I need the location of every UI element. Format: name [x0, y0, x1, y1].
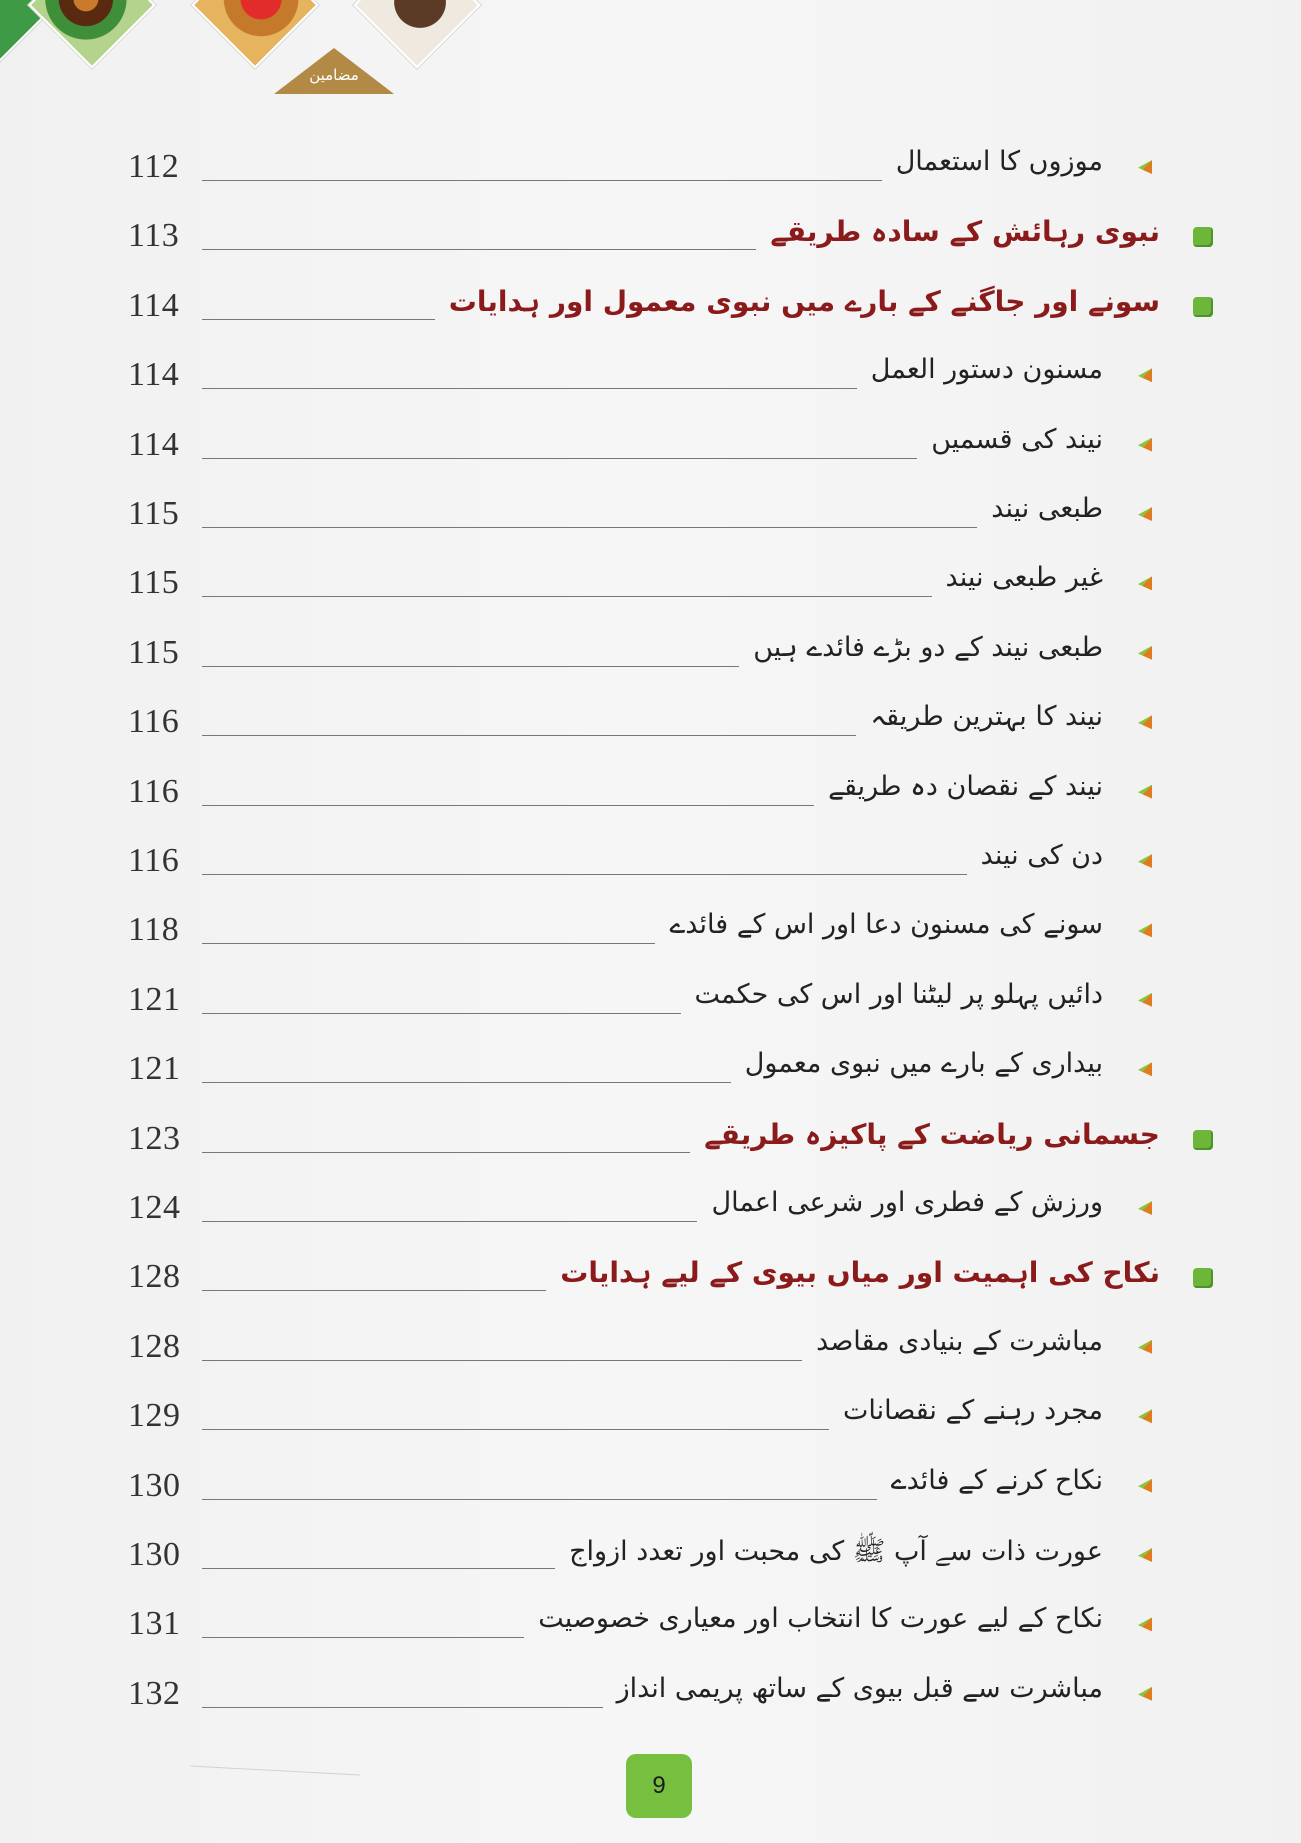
leader-line — [202, 527, 977, 528]
toc-row — [0, 1322, 1301, 1382]
toc-row — [0, 975, 1301, 1035]
toc-row — [0, 558, 1301, 618]
toc-entry-title: نکاح کرنے کے فائدے — [890, 1464, 1103, 1496]
toc-row — [0, 350, 1301, 410]
toc-page-number: 123 — [128, 1119, 181, 1157]
leader-line — [202, 319, 435, 320]
leader-line — [202, 943, 655, 944]
toc-section-heading: سونے اور جاگنے کے بارے میں نبوی معمول اور ہدایات — [448, 284, 1160, 318]
toc-page-number: 115 — [128, 564, 180, 602]
toc-page-number: 112 — [128, 148, 180, 185]
toc-entry-title: مجرد رہنے کے نقصانات — [842, 1395, 1103, 1427]
toc-entry-title: مباشرت کے بنیادی مقاصد — [816, 1325, 1103, 1357]
toc-section-heading: نکاح کی اہمیت اور میاں بیوی کے لیے ہدایات — [560, 1256, 1160, 1290]
toc-page-number: 115 — [128, 633, 180, 671]
toc-page-number: 128 — [128, 1258, 181, 1296]
toc-entry-title: سونے کی مسنون دعا اور اس کے فائدے — [669, 909, 1103, 941]
toc-row — [0, 281, 1301, 341]
toc-entry-title: مسنون دستور العمل — [870, 354, 1103, 386]
arrow-bullet-icon — [1138, 993, 1152, 1007]
toc-row — [0, 1183, 1301, 1243]
toc-page-number: 131 — [128, 1605, 181, 1643]
leader-line — [202, 1082, 731, 1083]
section-tag-label: مضامین — [309, 66, 359, 84]
toc-page-number: 114 — [128, 425, 180, 463]
toc-page-number: 116 — [128, 703, 180, 741]
toc-row — [0, 628, 1301, 688]
leader-line — [202, 1152, 690, 1153]
toc-entry-title: نیند کی قسمیں — [931, 423, 1103, 455]
toc-page-number: 121 — [128, 980, 181, 1018]
toc-page-number: 116 — [128, 772, 180, 810]
arrow-bullet-icon — [1138, 368, 1152, 382]
square-bullet-icon — [1193, 297, 1213, 317]
toc-page-number: 130 — [128, 1466, 181, 1504]
toc-page-number: 114 — [128, 356, 180, 394]
toc-row — [0, 1461, 1301, 1521]
leader-line — [202, 1221, 697, 1222]
leader-line — [202, 1499, 877, 1500]
toc-entry-title: غیر طبعی نیند — [945, 562, 1103, 594]
toc-entry-title: طبعی نیند کے دو بڑے فائدے ہیں — [753, 631, 1103, 663]
toc-section-heading: نبوی رہائش کے سادہ طریقے — [770, 215, 1160, 249]
square-bullet-icon — [1193, 227, 1213, 247]
toc-row — [0, 1391, 1301, 1451]
arrow-bullet-icon — [1138, 854, 1152, 868]
toc-page-number: 115 — [128, 495, 180, 532]
arrow-bullet-icon — [1138, 160, 1152, 174]
arrow-bullet-icon — [1138, 576, 1152, 590]
toc-page-number: 128 — [128, 1327, 181, 1365]
square-bullet-icon — [1193, 1268, 1213, 1288]
leader-line — [202, 1568, 555, 1569]
arrow-bullet-icon — [1138, 1548, 1152, 1562]
toc-page-number: 113 — [128, 217, 180, 255]
toc-row — [0, 142, 1301, 202]
toc-row — [0, 697, 1301, 757]
toc-section-heading: جسمانی ریاضت کے پاکیزہ طریقے — [704, 1117, 1160, 1151]
arrow-bullet-icon — [1138, 1201, 1152, 1215]
toc-entry-title: ورزش کے فطری اور شرعی اعمال — [711, 1187, 1103, 1218]
square-bullet-icon — [1193, 1130, 1213, 1150]
toc-entry-title: نکاح کے لیے عورت کا انتخاب اور معیاری خصوصیت — [538, 1603, 1103, 1635]
arrow-bullet-icon — [1138, 1340, 1152, 1354]
toc-entry-title: بیداری کے بارے میں نبوی معمول — [744, 1048, 1103, 1080]
toc-page-number: 121 — [128, 1050, 181, 1088]
toc-page-number: 116 — [128, 842, 180, 879]
arrow-bullet-icon — [1138, 507, 1152, 521]
leader-line — [202, 1707, 603, 1708]
page-number-badge: 9 — [626, 1754, 692, 1818]
arrow-bullet-icon — [1138, 1617, 1152, 1631]
toc-entry-title: عورت ذات سے آپ ﷺ کی محبت اور تعدد ازواج — [569, 1536, 1103, 1567]
arrow-bullet-icon — [1138, 923, 1152, 937]
toc-row — [0, 767, 1301, 827]
toc-entry-title: موزوں کا استعمال — [895, 146, 1103, 177]
toc-row — [0, 1252, 1301, 1312]
toc-row — [0, 420, 1301, 480]
toc-page-number: 118 — [128, 911, 180, 949]
arrow-bullet-icon — [1138, 1409, 1152, 1423]
arrow-bullet-icon — [1138, 646, 1152, 660]
toc-entry-title: نیند کے نقصان دہ طریقے — [828, 770, 1103, 802]
toc-entry-title: دن کی نیند — [980, 840, 1103, 871]
arrow-bullet-icon — [1138, 438, 1152, 452]
toc-row — [0, 1599, 1301, 1659]
leader-line — [202, 1360, 802, 1361]
toc-row — [0, 1669, 1301, 1729]
toc-entry-title: دائیں پہلو پر لیٹنا اور اس کی حکمت — [694, 978, 1103, 1010]
toc-page-number: 124 — [128, 1189, 181, 1226]
toc-page-number: 129 — [128, 1397, 181, 1435]
toc-entry-title: نیند کا بہترین طریقہ — [870, 701, 1103, 733]
leader-line — [202, 458, 917, 459]
toc-row — [0, 905, 1301, 965]
leader-line — [202, 596, 932, 597]
leader-line — [202, 249, 756, 250]
toc-page-number: 132 — [128, 1674, 181, 1712]
arrow-bullet-icon — [1138, 1687, 1152, 1701]
arrow-bullet-icon — [1138, 715, 1152, 729]
leader-line — [202, 666, 739, 667]
leader-line — [202, 735, 856, 736]
toc-row — [0, 1044, 1301, 1104]
arrow-bullet-icon — [1138, 1062, 1152, 1076]
arrow-bullet-icon — [1138, 1479, 1152, 1493]
toc-row — [0, 489, 1301, 549]
toc-row — [0, 1530, 1301, 1590]
leader-line — [202, 388, 857, 389]
leader-line — [202, 805, 814, 806]
leader-line — [202, 1290, 546, 1291]
toc-row — [0, 836, 1301, 896]
leader-line — [202, 1429, 829, 1430]
toc-entry-title: طبعی نیند — [991, 493, 1103, 524]
toc-entry-title: مباشرت سے قبل بیوی کے ساتھ پریمی انداز — [616, 1672, 1103, 1704]
leader-line — [202, 874, 967, 875]
leader-line — [202, 1013, 681, 1014]
toc-page-number: 130 — [128, 1536, 181, 1573]
leader-line — [202, 1637, 524, 1638]
leader-line — [202, 180, 882, 181]
toc-row — [0, 1114, 1301, 1174]
toc-row — [0, 211, 1301, 271]
arrow-bullet-icon — [1138, 785, 1152, 799]
toc-page-number: 114 — [128, 286, 180, 324]
